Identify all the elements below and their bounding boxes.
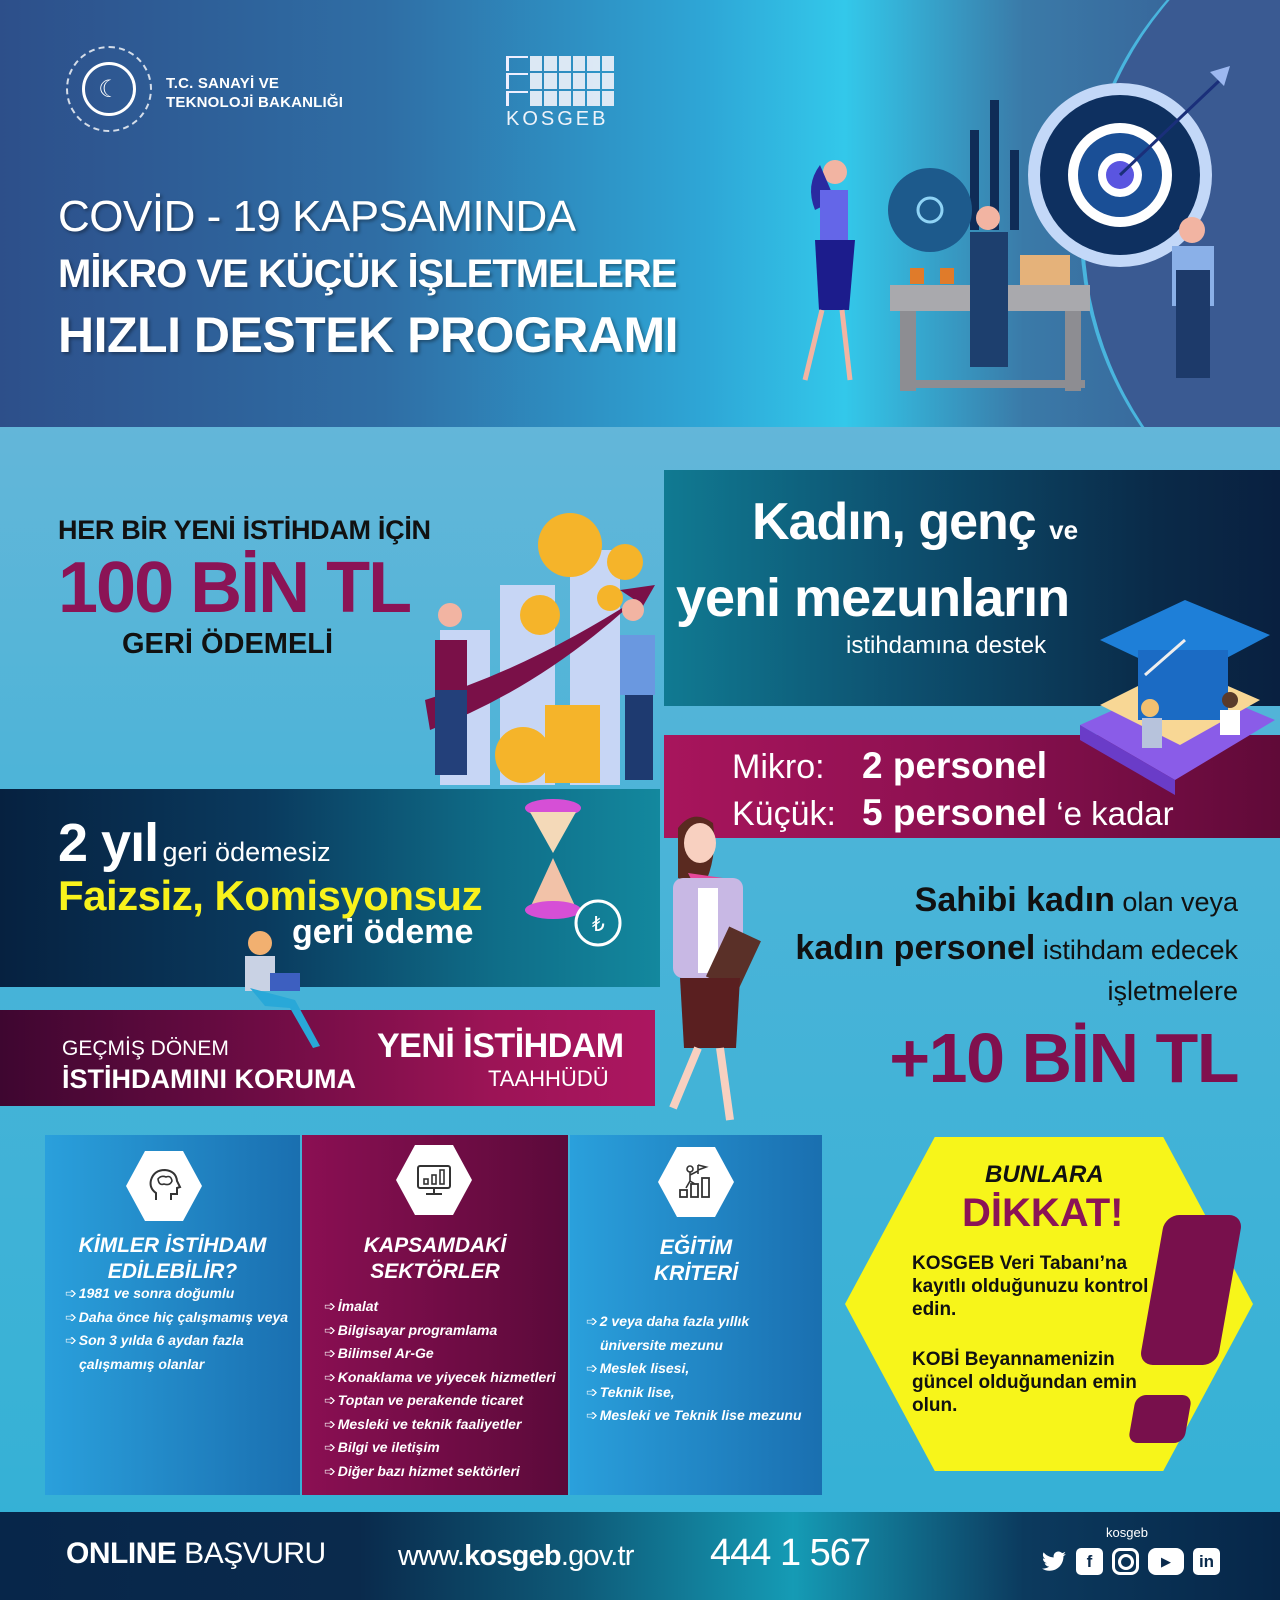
instagram-icon[interactable] bbox=[1112, 1548, 1139, 1575]
youtube-icon[interactable]: ▶ bbox=[1148, 1548, 1184, 1575]
personnel-limit-row-kucuk bbox=[732, 792, 1174, 834]
monitor-chart-icon bbox=[396, 1145, 472, 1215]
kosgeb-logo bbox=[506, 56, 614, 131]
list-item: ➩ Teknik lise, bbox=[586, 1381, 802, 1405]
women-bonus-line2 bbox=[795, 924, 1238, 974]
repayment-tail: geri ödeme bbox=[292, 913, 474, 951]
social-links bbox=[1040, 1548, 1220, 1575]
website-link[interactable] bbox=[398, 1540, 634, 1573]
women-bonus-staff: kadın personel bbox=[795, 929, 1036, 967]
facebook-icon[interactable]: f bbox=[1076, 1548, 1103, 1575]
online-application-link[interactable] bbox=[66, 1537, 326, 1571]
page-title-line1: COVİD - 19 KAPSAMINDA bbox=[58, 192, 576, 241]
hourglass-clock-illustration bbox=[508, 798, 638, 958]
warning-kicker: BUNLARA bbox=[985, 1161, 1104, 1188]
list-item: ➩ Mesleki ve Teknik lise mezunu bbox=[586, 1404, 802, 1428]
linkedin-icon[interactable]: in bbox=[1193, 1548, 1220, 1575]
eligibility-list bbox=[65, 1282, 288, 1376]
sectors-title-line2: SEKTÖRLER bbox=[370, 1260, 500, 1283]
sectors-title-line1: KAPSAMDAKİ bbox=[363, 1234, 507, 1257]
personnel-limit-label: Mikro: bbox=[732, 748, 825, 786]
eligibility-title-line2: EDİLEBİLİR? bbox=[107, 1260, 238, 1283]
target-groups-line3: istihdamına destek bbox=[846, 632, 1047, 659]
repayment-grace bbox=[58, 812, 331, 874]
personnel-limit-value: 2 personel bbox=[862, 745, 1048, 786]
warning-title: DİKKAT! bbox=[962, 1191, 1124, 1235]
laptop-woman-illustration bbox=[235, 928, 335, 1058]
new-employment-line2: TAAHHÜDÜ bbox=[488, 1066, 609, 1091]
list-item: çalışmamış olanlar bbox=[79, 1355, 205, 1372]
list-item: ➩ 1981 ve sonra doğumlu bbox=[65, 1282, 288, 1306]
loan-amount-block bbox=[58, 515, 431, 661]
page-title-line3: HIZLI DESTEK PROGRAMI bbox=[58, 307, 679, 363]
list-item: ➩ Bilgisayar programlama bbox=[324, 1319, 556, 1343]
women-bonus-amount: +10 BİN TL bbox=[889, 1019, 1238, 1097]
url-domain: kosgeb bbox=[464, 1540, 561, 1572]
past-employment-line1: GEÇMİŞ DÖNEM bbox=[62, 1037, 229, 1060]
women-bonus-owner: Sahibi kadın bbox=[914, 881, 1115, 919]
target-groups-line1 bbox=[752, 492, 1078, 552]
eligibility-card bbox=[45, 1135, 300, 1495]
loan-note: GERİ ÖDEMELİ bbox=[122, 628, 334, 660]
list-item: ➩ Bilgi ve iletişim bbox=[324, 1436, 556, 1460]
exclamation-dot-icon bbox=[1128, 1395, 1192, 1443]
personnel-limit-suffix: ‘e kadar bbox=[1047, 795, 1174, 832]
warning-paragraph-2: KOBİ Beyannamenizin güncel olduğundan emin olun. bbox=[912, 1349, 1137, 1416]
url-prefix: www. bbox=[398, 1540, 465, 1572]
ministry-name-line1: T.C. SANAYİ VE bbox=[166, 75, 280, 92]
warning-paragraph-1: KOSGEB Veri Tabanı’na kayıtlı olduğunuzu kontrol edin. bbox=[912, 1253, 1149, 1320]
new-employment-line1: YENİ İSTİHDAM bbox=[377, 1027, 624, 1065]
list-item: üniversite mezunu bbox=[600, 1336, 723, 1353]
list-item: ➩ Diğer bazı hizmet sektörleri bbox=[324, 1460, 556, 1484]
target-groups-bold: Kadın, genç bbox=[752, 493, 1036, 551]
list-item: ➩ Bilimsel Ar-Ge bbox=[324, 1342, 556, 1366]
list-item: ➩ Daha önce hiç çalışmamış veya bbox=[65, 1306, 288, 1330]
eligibility-title-line1: KİMLER İSTİHDAM bbox=[78, 1234, 267, 1257]
social-handle: kosgeb bbox=[1106, 1525, 1148, 1540]
list-item: ➩ Konaklama ve yiyecek hizmetleri bbox=[324, 1366, 556, 1390]
growth-coins-illustration bbox=[405, 490, 660, 785]
ministry-emblem-icon: ☾ bbox=[66, 46, 152, 132]
sectors-card-title bbox=[302, 1233, 568, 1285]
brain-head-icon bbox=[126, 1151, 202, 1221]
list-item: ➩ Toptan ve perakende ticaret bbox=[324, 1389, 556, 1413]
phone-number[interactable]: 444 1 567 bbox=[710, 1532, 871, 1574]
graduation-books-illustration bbox=[1070, 600, 1280, 795]
women-bonus-text bbox=[795, 878, 1238, 1008]
list-item: ➩ Son 3 yılda 6 aydan fazla bbox=[65, 1329, 288, 1353]
climber-flag-icon bbox=[658, 1147, 734, 1217]
twitter-icon[interactable] bbox=[1040, 1548, 1067, 1575]
url-suffix: .gov.tr bbox=[560, 1540, 634, 1572]
repayment-grace-label: geri ödemesiz bbox=[162, 837, 331, 867]
women-bonus-line1 bbox=[795, 878, 1238, 924]
personnel-limit-row-mikro bbox=[732, 745, 1047, 787]
ministry-name bbox=[166, 74, 343, 112]
personnel-limit-label: Küçük: bbox=[732, 795, 836, 833]
factory-target-illustration bbox=[780, 60, 1250, 400]
education-card bbox=[570, 1135, 822, 1495]
sectors-card bbox=[302, 1135, 568, 1495]
repayment-highlight: Faizsiz, Komisyonsuz bbox=[58, 872, 483, 919]
women-bonus-line3: işletmelere bbox=[1107, 976, 1238, 1006]
education-card-title bbox=[570, 1235, 822, 1287]
list-item: ➩ Meslek lisesi, bbox=[586, 1357, 802, 1381]
loan-subtitle: HER BİR YENİ İSTİHDAM İÇİN bbox=[58, 515, 431, 545]
header-banner bbox=[0, 0, 1280, 427]
target-groups-line2: yeni mezunların bbox=[676, 568, 1070, 628]
walking-woman-illustration bbox=[648, 808, 778, 1128]
kosgeb-logo-grid-icon bbox=[506, 56, 614, 106]
kosgeb-logo-text: KOSGEB bbox=[506, 108, 609, 130]
application-label: BAŞVURU bbox=[176, 1537, 326, 1570]
sectors-list bbox=[324, 1295, 556, 1483]
repayment-grace-period: 2 yıl bbox=[58, 813, 159, 873]
education-list bbox=[586, 1310, 802, 1428]
online-label: ONLINE bbox=[66, 1537, 177, 1570]
page-title-line2: MİKRO VE KÜÇÜK İŞLETMELERE bbox=[58, 252, 677, 296]
education-title-line1: EĞİTİM bbox=[659, 1236, 733, 1259]
ministry-name-line2: TEKNOLOJİ BAKANLIĞI bbox=[166, 94, 344, 111]
list-item: ➩ 2 veya daha fazla yıllık bbox=[586, 1310, 802, 1334]
loan-amount: 100 BİN TL bbox=[58, 548, 411, 628]
personnel-limit-value: 5 personel bbox=[862, 792, 1048, 833]
list-item: ➩ İmalat bbox=[324, 1295, 556, 1319]
education-title-line2: KRİTERİ bbox=[654, 1262, 738, 1285]
past-employment-line2: İSTİHDAMINI KORUMA bbox=[62, 1064, 356, 1094]
women-bonus-employ: istihdam edecek bbox=[1035, 935, 1238, 965]
women-bonus-or: olan veya bbox=[1114, 887, 1238, 917]
eligibility-card-title bbox=[45, 1233, 300, 1285]
target-groups-and: ve bbox=[1049, 515, 1079, 545]
svg-text:₺: ₺ bbox=[592, 912, 605, 936]
list-item: ➩ Mesleki ve teknik faaliyetler bbox=[324, 1413, 556, 1437]
